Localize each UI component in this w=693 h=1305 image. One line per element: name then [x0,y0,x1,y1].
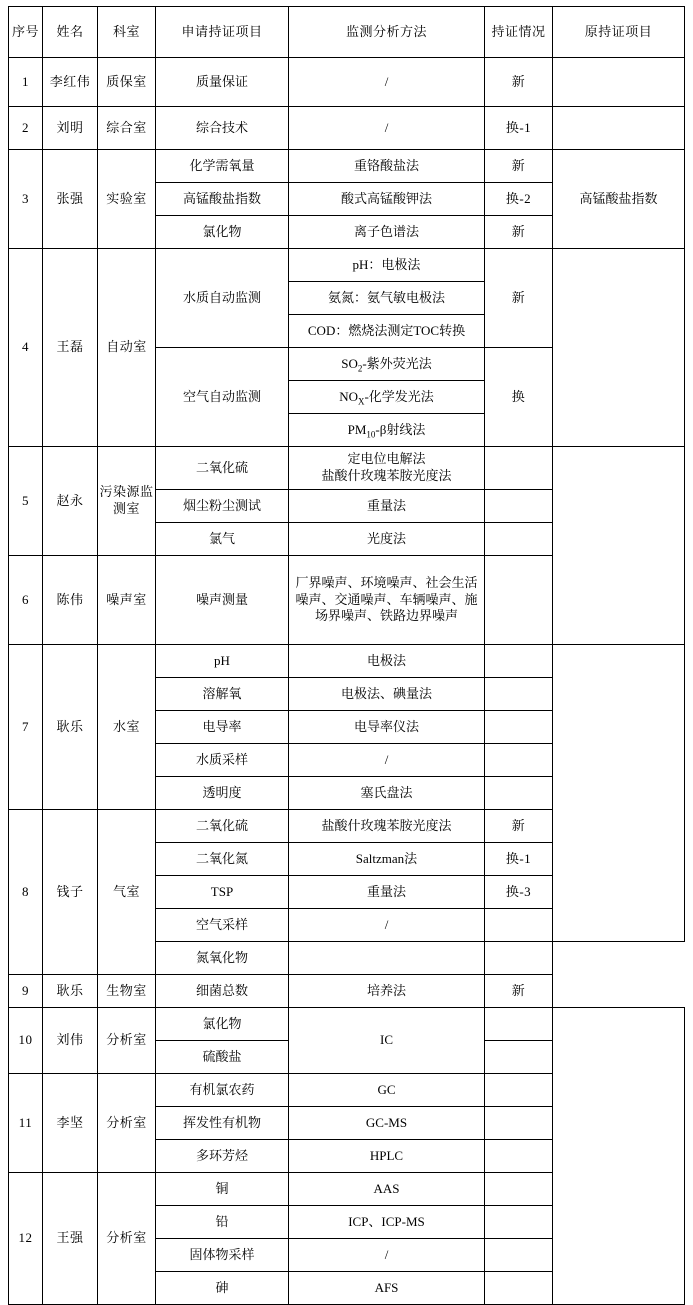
cell-item: 二氧化硫 [156,810,289,843]
cell-method: ICP、ICP-MS [289,1206,485,1239]
cell-dept: 气室 [98,810,156,975]
cell-item: 电导率 [156,711,289,744]
cell-status [485,1041,553,1074]
cell-status [485,942,553,975]
cell-item: 二氧化硫 [156,447,289,490]
cell-method: 光度法 [289,523,485,556]
cell-item: 氯化物 [156,216,289,249]
cell-item: 砷 [156,1272,289,1305]
table-row [9,1008,685,1041]
cell-status [485,777,553,810]
cell-item: 透明度 [156,777,289,810]
cell-method: 电极法 [289,645,485,678]
column-header-method: 监测分析方法 [289,7,485,58]
cell-status [485,1173,553,1206]
certification-table [8,6,685,1305]
cell-status [485,645,553,678]
cell-method: 塞氏盘法 [289,777,485,810]
cell-status: 新 [485,150,553,183]
cell-orig [553,107,685,150]
cell-method: GC-MS [289,1107,485,1140]
cell-dept: 分析室 [98,1008,156,1074]
cell-item: 水质采样 [156,744,289,777]
cell-status [485,523,553,556]
column-header-name: 姓名 [43,7,98,58]
table-row [9,107,685,150]
cell-status: 换-1 [485,843,553,876]
column-header-orig: 原持证项目 [553,7,685,58]
cell-status [485,1239,553,1272]
cell-name: 钱子 [43,810,98,975]
cell-status [485,678,553,711]
cell-method: 厂界噪声、环境噪声、社会生活噪声、交通噪声、车辆噪声、施场界噪声、铁路边界噪声 [289,556,485,645]
cell-status: 新 [485,58,553,107]
cell-item: 硫酸盐 [156,1041,289,1074]
cell-item: 细菌总数 [156,975,289,1008]
cell-dept: 分析室 [98,1074,156,1173]
cell-name: 刘伟 [43,1008,98,1074]
table-header-row [9,7,685,58]
cell-method: / [289,1239,485,1272]
cell-method: 定电位电解法 盐酸什玫瑰苯胺光度法 [289,447,485,490]
cell-seq: 1 [9,58,43,107]
cell-status [485,490,553,523]
cell-method: / [289,909,485,942]
cell-method: / [289,744,485,777]
cell-method: / [289,107,485,150]
cell-method: AAS [289,1173,485,1206]
cell-item: 铅 [156,1206,289,1239]
cell-method: 盐酸什玫瑰苯胺光度法 [289,810,485,843]
cell-name: 王磊 [43,249,98,447]
cell-method: COD：燃烧法测定TOC转换 [289,315,485,348]
cell-status [485,711,553,744]
cell-method-pm10: $PM_{10}-\beta$射线法 [289,414,485,447]
cell-name: 耿乐 [43,645,98,810]
cell-item: 铜 [156,1173,289,1206]
cell-name: 李坚 [43,1074,98,1173]
cell-dept: 水室 [98,645,156,810]
cell-method: 电导率仪法 [289,711,485,744]
cell-item: 固体物采样 [156,1239,289,1272]
cell-method: 离子色谱法 [289,216,485,249]
cell-item: 多环芳烃 [156,1140,289,1173]
cell-status: 换-1 [485,107,553,150]
cell-seq: 7 [9,645,43,810]
cell-method: 培养法 [289,975,485,1008]
cell-seq: 3 [9,150,43,249]
cell-dept: 污染源监测室 [98,447,156,556]
column-header-status: 持证情况 [485,7,553,58]
table-row [9,447,685,490]
cell-name: 陈伟 [43,556,98,645]
cell-status [485,1272,553,1305]
cell-method: AFS [289,1272,485,1305]
cell-method: 氨氮：氨气敏电极法 [289,282,485,315]
cell-method: 重量法 [289,490,485,523]
cell-name: 耿乐 [43,975,98,1008]
cell-status: 新 [485,216,553,249]
cell-item: 高锰酸盐指数 [156,183,289,216]
cell-orig: 高锰酸盐指数 [553,150,685,249]
table-row [9,645,685,678]
cell-status [485,1008,553,1041]
cell-status: 新 [485,975,553,1008]
cell-seq: 8 [9,810,43,975]
cell-orig [553,58,685,107]
cell-seq: 6 [9,556,43,645]
table-row [9,150,685,183]
column-header-dept: 科室 [98,7,156,58]
cell-seq: 12 [9,1173,43,1305]
cell-item: 氯化物 [156,1008,289,1041]
cell-status: 换-2 [485,183,553,216]
cell-item: 化学需氧量 [156,150,289,183]
cell-item: 溶解氧 [156,678,289,711]
cell-status [485,1206,553,1239]
cell-status [485,556,553,645]
cell-item: 空气自动监测 [156,348,289,447]
cell-item: 水质自动监测 [156,249,289,348]
cell-seq: 5 [9,447,43,556]
cell-item: 氮氧化物 [156,942,289,975]
cell-item: pH [156,645,289,678]
cell-status: 换-3 [485,876,553,909]
cell-dept: 实验室 [98,150,156,249]
cell-dept: 生物室 [98,975,156,1008]
cell-dept: 噪声室 [98,556,156,645]
cell-item: 二氧化氮 [156,843,289,876]
cell-method: HPLC [289,1140,485,1173]
cell-name: 王强 [43,1173,98,1305]
cell-seq: 10 [9,1008,43,1074]
cell-orig [553,249,685,447]
cell-status [485,1107,553,1140]
cell-status [485,1140,553,1173]
cell-item: 挥发性有机物 [156,1107,289,1140]
table-row [9,58,685,107]
cell-name: 李红伟 [43,58,98,107]
cell-method: GC [289,1074,485,1107]
cell-status [485,447,553,490]
cell-item: TSP [156,876,289,909]
table-row [9,975,685,1008]
column-header-item: 申请持证项目 [156,7,289,58]
cell-seq: 4 [9,249,43,447]
table-row [9,249,685,282]
column-header-seq: 序号 [9,7,43,58]
cell-seq: 2 [9,107,43,150]
cell-item: 质量保证 [156,58,289,107]
cell-status [485,909,553,942]
cell-seq: 11 [9,1074,43,1173]
cell-item: 氯气 [156,523,289,556]
cell-method: 酸式高锰酸钾法 [289,183,485,216]
cell-dept: 自动室 [98,249,156,447]
cell-method: pH：电极法 [289,249,485,282]
cell-status [485,744,553,777]
cell-item: 综合技术 [156,107,289,150]
cell-dept: 分析室 [98,1173,156,1305]
cell-method: 重量法 [289,876,485,909]
cell-orig [553,447,685,645]
cell-status [485,1074,553,1107]
cell-orig [553,645,685,942]
cell-status: 换 [485,348,553,447]
cell-status: 新 [485,810,553,843]
cell-method: Saltzman法 [289,843,485,876]
cell-method-so2: $SO_2-$紫外荧光法 [289,348,485,381]
cell-name: 张强 [43,150,98,249]
cell-item: 有机氯农药 [156,1074,289,1107]
cell-dept: 综合室 [98,107,156,150]
cell-status: 新 [485,249,553,348]
cell-method-nox: $NO_X-$化学发光法 [289,381,485,414]
cell-dept: 质保室 [98,58,156,107]
cell-item: 空气采样 [156,909,289,942]
cell-method: 重铬酸盐法 [289,150,485,183]
cell-name: 赵永 [43,447,98,556]
cell-name: 刘明 [43,107,98,150]
cell-item: 烟尘粉尘测试 [156,490,289,523]
cell-item: 噪声测量 [156,556,289,645]
cell-method [289,942,485,975]
cell-method: / [289,58,485,107]
cell-seq: 9 [9,975,43,1008]
cell-orig [553,1008,685,1305]
cell-method: 电极法、碘量法 [289,678,485,711]
cell-method-merged: IC [289,1008,485,1074]
